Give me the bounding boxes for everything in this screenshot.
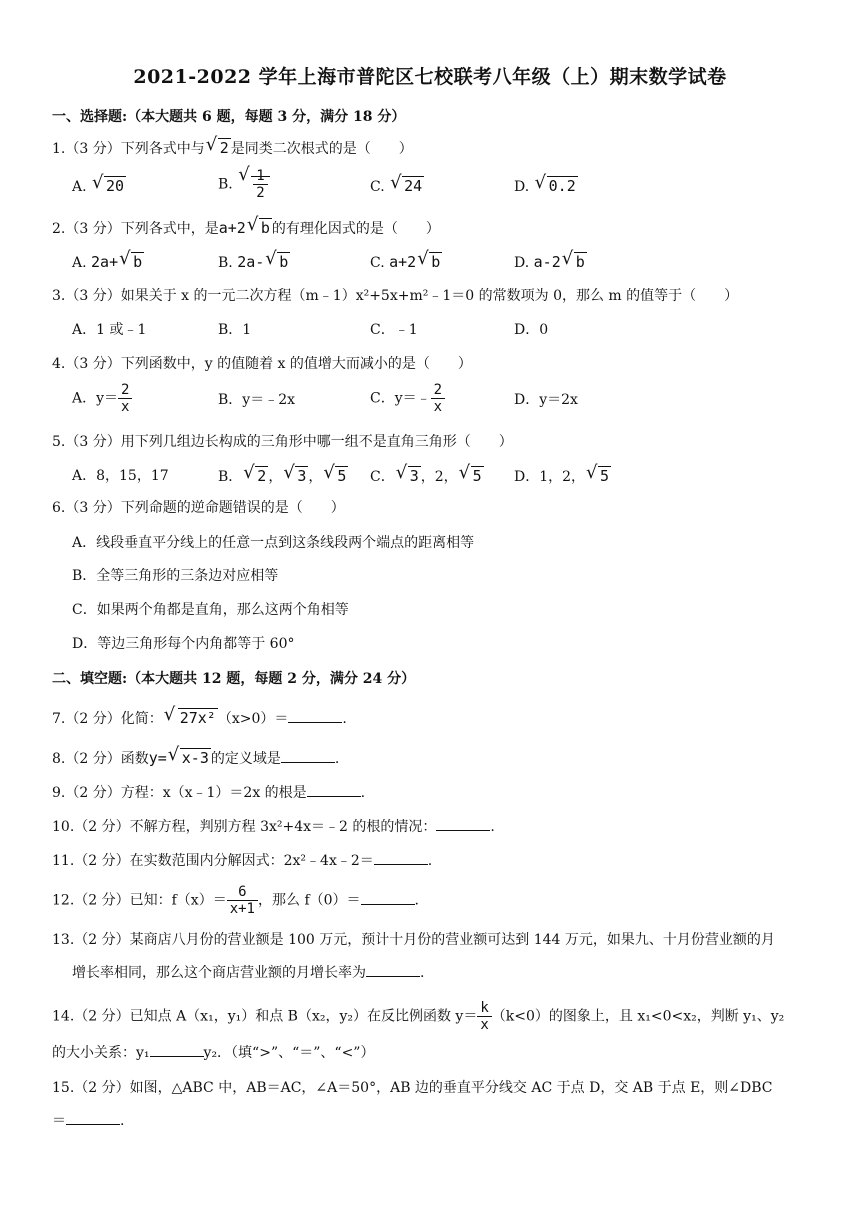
q6-option-b: B．全等三角形的三条边对应相等 xyxy=(72,568,279,584)
answer-blank xyxy=(281,748,335,763)
section-heading-choice: 一、选择题:（本大题共 6 题，每题 3 分，满分 18 分） xyxy=(52,109,406,125)
q3-option-b: B．1 xyxy=(218,322,252,338)
q3-option-d: D．0 xyxy=(514,322,549,338)
question-14-line-1: 14.（2 分）已知点 A（x₁，y₁）和点 B（x₂，y₂）在反比例函数 y＝ $\frac{k}{x}$ （k<0）的图象上，且 x₁<0<x₂，判断 y₁、y₂ xyxy=(52,1000,785,1033)
question-3: 3.（3 分）如果关于 x 的一元二次方程（m﹣1）x²+5x+m²﹣1＝0 的常数项为 0，那么 m 的值等于（ ） xyxy=(52,288,739,304)
q5-option-b: B．√ 2 ，√ 3 ，√ 5 xyxy=(218,466,348,487)
question-5: 5.（3 分）用下列几组边长构成的三角形中哪一组不是直角三角形（ ） xyxy=(52,434,513,450)
q5-option-c: C．√ 3 ，2，√ 5 xyxy=(370,466,484,487)
question-13-line-2: 增长率相同，那么这个商店营业额的月增长率为 . xyxy=(72,962,424,983)
question-1: 1.（3 分）下列各式中与√ 2 是同类二次根式的是（ ） xyxy=(52,138,413,159)
question-7: 7.（2 分）化简：√ 27x² （x>0）＝ . xyxy=(52,708,347,729)
q1-option-c: C. √ 24 xyxy=(370,176,424,197)
question-11: 11.（2 分）在实数范围内分解因式：2x²﹣4x﹣2＝ . xyxy=(52,850,432,871)
question-6: 6.（3 分）下列命题的逆命题错误的是（ ） xyxy=(52,500,345,516)
q1-option-b: B. √ $\frac{1}{2}$ xyxy=(218,168,270,201)
answer-blank xyxy=(374,850,428,865)
question-15-line-1: 15.（2 分）如图，△ABC 中，AB＝AC，∠A＝50°，AB 边的垂直平分线交 AC 于点 D，交 AB 于点 E，则∠DBC xyxy=(52,1080,773,1096)
question-15-line-2: ＝ . xyxy=(52,1110,124,1131)
q6-option-a: A．线段垂直平分线上的任意一点到这条线段两个端点的距离相等 xyxy=(72,535,475,551)
answer-blank xyxy=(436,816,490,831)
q4-option-a: A．y＝ $\frac{2}{x}$ xyxy=(72,382,132,415)
q5-option-a: A．8，15，17 xyxy=(72,468,169,484)
q4-option-c: C．y＝﹣ $\frac{2}{x}$ xyxy=(370,382,445,415)
q2-option-c: C. a+2√ b xyxy=(370,252,442,273)
question-13-line-1: 13.（2 分）某商店八月份的营业额是 100 万元，预计十月份的营业额可达到 144 万元，如果九、十月份营业额的月 xyxy=(52,932,775,948)
q2-option-a: A. 2a+√ b xyxy=(72,252,144,273)
q1-option-a: A. √ 20 xyxy=(72,176,126,197)
question-12: 12.（2 分）已知：f（x）＝ $\frac{6}{x+1}$ ，那么 f（0）＝ . xyxy=(52,884,419,917)
question-8: 8.（2 分）函数y=√ x-3 的定义域是 . xyxy=(52,748,339,769)
question-14-line-2: 的大小关系：y₁ y₂．（填“>”、“＝”、“<”） xyxy=(52,1042,374,1063)
answer-blank xyxy=(288,708,342,723)
q3-option-a: A．1 或﹣1 xyxy=(72,322,147,338)
question-4: 4.（3 分）下列函数中，y 的值随着 x 的值增大而减小的是（ ） xyxy=(52,356,472,372)
question-10: 10.（2 分）不解方程，判别方程 3x²+4x＝﹣2 的根的情况： . xyxy=(52,816,495,837)
question-9: 9.（2 分）方程：x（x﹣1）＝2x 的根是 . xyxy=(52,782,365,803)
q2-option-b: B. 2a-√ b xyxy=(218,252,290,273)
answer-blank xyxy=(361,890,415,905)
q6-option-c: C．如果两个角都是直角，那么这两个角相等 xyxy=(72,602,349,618)
q4-option-d: D．y＝2x xyxy=(514,392,578,408)
question-2: 2.（3 分）下列各式中，是a+2√ b 的有理化因式的是（ ） xyxy=(52,218,440,239)
q6-option-d: D．等边三角形每个内角都等于 60° xyxy=(72,636,295,652)
page-title: 2021-2022 学年上海市普陀区七校联考八年级（上）期末数学试卷 xyxy=(133,66,727,88)
q2-option-d: D. a-2√ b xyxy=(514,252,587,273)
q5-option-d: D．1，2，√ 5 xyxy=(514,466,611,487)
answer-blank xyxy=(307,782,361,797)
q3-option-c: C．﹣1 xyxy=(370,322,418,338)
answer-blank xyxy=(66,1110,120,1125)
section-heading-fill: 二、填空题:（本大题共 12 题，每题 2 分，满分 24 分） xyxy=(52,671,416,687)
q4-option-b: B．y＝﹣2x xyxy=(218,392,295,408)
answer-blank xyxy=(366,962,420,977)
q1-option-d: D. √ 0.2 xyxy=(514,176,578,197)
answer-blank xyxy=(150,1042,204,1057)
